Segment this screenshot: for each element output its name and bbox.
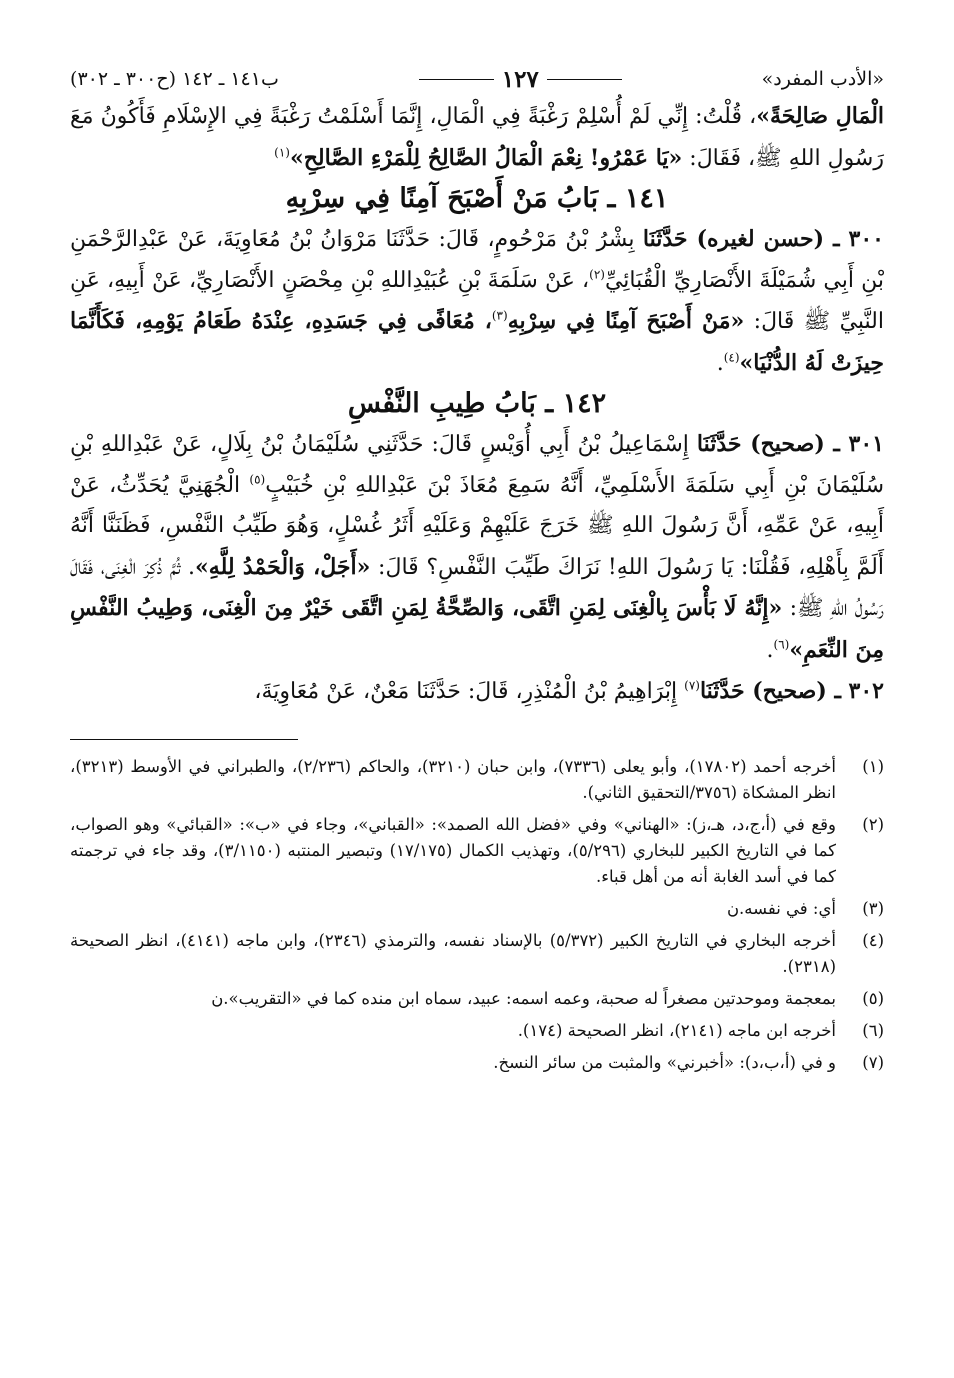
footnote-number: (١) — [862, 756, 884, 776]
section-reference: ب١٤١ ـ ١٤٢ (ح٣٠٠ ـ ٣٠٢) — [70, 68, 279, 90]
hadith-301-number: ٣٠١ ـ — [824, 431, 884, 457]
hadith-302-haddathana: حَدَّثَنَا — [699, 678, 753, 704]
footnote-ref-1[interactable]: (١) — [274, 145, 290, 160]
hadith-301 — [70, 424, 884, 671]
footnote-text: أخرجه البخاري في التاريخ الكبير (٥/٣٧٢) بالإسناد نفسه، والترمذي (٢٣٤٦)، وابن ماجه (٤١٤١)، انظر الصحيحة (٢٣١٨). — [70, 930, 836, 976]
footnote-text: أخرجه ابن ماجه (٢١٤١)، انظر الصحيحة (١٧٤). — [517, 1020, 836, 1040]
hadith-301-text: . ثُمَّ ذُكِرَ الْغِنَى، فَقَالَ رَسُولُ اللهِ ﷺ: — [70, 554, 884, 621]
footnote-number: (٢) — [862, 814, 884, 834]
footnote-7 — [70, 1050, 884, 1076]
hadith-300-grade: (حسن لغيره) — [696, 226, 825, 252]
intro-quote: «يَا عَمْرُو! نِعْمَ الْمَالُ الصَّالِحُ لِلْمَرْءِ الصَّالِحِ» — [289, 144, 683, 171]
footnote-4 — [70, 928, 884, 980]
hadith-300-isnad-2: ، عَنْ سَلَمَةَ بْنِ عُبَيْدِاللهِ بْنِ مِحْصَنٍ الأَنْصَارِيِّ، عَنْ أَبِيهِ، عَنِ النَّبِيِّ ﷺ قَالَ: — [70, 267, 884, 334]
footnote-text: أخرجه أحمد (١٧٨٠٢)، وأبو يعلى (٧٣٣٦)، وابن حبان (٣٢١٠)، والحاكم (٢/٢٣٦)، والطبراني في الأوسط (٣٢١٣)، انظر المشكاة (٣٧٥٦/التحقيق الثاني). — [70, 756, 836, 802]
intro-text: ، قُلْتُ: إِنِّي لَمْ أُسْلِمْ رَغْبَةً فِي الْمَالِ، إِنَّمَا أَسْلَمْتُ رَغْبَةً فِي الإِسْلَامِ فَأَكُونُ مَعَ رَسُولِ اللهِ ﷺ، فَقَالَ: — [70, 104, 884, 171]
hadith-301-isnad-1: إِسْمَاعِيلُ بْنُ أَبِي أُوَيْسٍ قَالَ: حَدَّثَنِي سُلَيْمَانُ بْنُ بِلَالٍ، عَنْ عَبْدِاللهِ بْنِ سُلَيْمَانَ بْنِ أَبِي سَلَمَةَ الأَسْلَمِيِّ، أَنَّهُ سَمِعَ مُعَاذَ بْنَ عَبْدِاللهِ بْنِ خُبَيْبٍ — [70, 432, 885, 498]
page-number-group — [411, 66, 630, 93]
hadith-300-haddathana: حَدَّثَنَا — [642, 226, 697, 252]
footnote-number: (٤) — [862, 930, 884, 950]
footnote-separator — [70, 739, 298, 740]
footnote-number: (٣) — [862, 898, 884, 918]
hadith-301-matn-1: «أَجَلْ، وَالْحَمْدُ لِلَّهِ» — [195, 553, 371, 580]
footnote-text: بمعجمة وموحدتين مصغراً له صحبة، وعمه اسمه: عبيد، سماه ابن منده كما في «التقريب».ن — [211, 988, 836, 1008]
hadith-300-matn-2: ، مُعَافًى فِي جَسَدِهِ، عِنْدَهُ طَعَامُ يَوْمِهِ، فَكَأَنَّمَا حِيزَتْ لَهُ الدُّنْيَا» — [70, 308, 884, 376]
footnote-number: (٦) — [862, 1020, 884, 1040]
footnote-number: (٧) — [862, 1052, 884, 1072]
footnote-text: و في (أ،ب،د): «أخبرني» والمثبت من سائر النسخ. — [493, 1052, 836, 1072]
footnote-ref-3[interactable]: (٣) — [491, 308, 508, 323]
hadith-301-matn-2: «إِنَّهُ لَا بَأْسَ بِالْغِنَى لِمَنِ اتَّقَى، وَالصِّحَّةُ لِمَنِ اتَّقَى خَيْرٌ مِنَ الْغِنَى، وَطِيبُ النَّفْسِ مِنَ النِّعَمِ» — [70, 595, 884, 663]
hadith-302-grade: (صحيح) — [752, 678, 827, 704]
page-number: ١٢٧ — [501, 65, 539, 93]
hadith-300-isnad-1: بِشْرُ بْنُ مَرْحُومٍ، قَالَ: حَدَّثَنَا مَرْوَانُ بْنُ مُعَاوِيَةَ، عَنْ عَبْدِالرَّحْمَنِ بْنِ أَبِي شُمَيْلَةَ الأَنْصَارِيِّ الْقُبَائِيِّ — [70, 227, 885, 293]
footnote-ref-2[interactable]: (٢) — [589, 267, 605, 282]
hadith-300 — [70, 219, 884, 384]
footnote-5 — [70, 986, 884, 1012]
intro-paragraph — [70, 96, 884, 179]
footnote-ref-6[interactable]: (٦) — [773, 637, 790, 652]
footnote-ref-5[interactable]: (٥) — [249, 472, 266, 487]
hadith-301-grade: (صحيح) — [750, 431, 825, 457]
header-rule-right — [547, 79, 622, 80]
footnote-text: وقع في (أ،ج،د، هـ،ز): «الهناني» وفي «فضل الله الصمد»: «القباني»، وجاء في «ب»: «القبائي» وهو الصواب، كما في التاريخ الكبير للبخاري (٥/٢٩٦)، وتهذيب الكمال (١٧/١٧٥) وتبصير المنتبه (٣/١١٥٠)، وقد جاء في ترجمته كما في أسد الغابة أنه من أهل قباء. — [70, 814, 836, 886]
intro-bold-start: الْمَالِ صَالِحَةً» — [756, 103, 885, 129]
footnote-ref-7[interactable]: (٧) — [684, 678, 700, 693]
footnote-3 — [70, 896, 884, 922]
footnotes — [70, 754, 884, 1076]
hadith-302-number: ٣٠٢ ـ — [826, 678, 884, 704]
chapter-142-title: ١٤٢ ـ بَابُ طِيبِ النَّفْسِ — [347, 388, 607, 419]
hadith-301-end: . — [766, 637, 774, 663]
running-header — [70, 62, 884, 96]
header-rule-left — [419, 79, 494, 80]
book-title: «الأدب المفرد» — [761, 68, 884, 90]
hadith-300-number: ٣٠٠ ـ — [824, 226, 884, 252]
footnote-2 — [70, 812, 884, 890]
hadith-302-isnad: إِبْرَاهِيمُ بْنُ الْمُنْذِرِ، قَالَ: حَدَّثَنَا مَعْنٌ، عَنْ مُعَاوِيَةَ، — [254, 679, 685, 704]
footnote-6 — [70, 1018, 884, 1044]
footnote-number: (٥) — [862, 988, 884, 1008]
footnote-1 — [70, 754, 884, 806]
hadith-300-matn-1: «مَنْ أَصْبَحَ آمِنًا فِي سِرْبِهِ — [507, 308, 745, 334]
hadith-301-haddathana: حَدَّثَنَا — [696, 431, 751, 457]
hadith-302 — [70, 671, 884, 713]
chapter-141-title: ١٤١ ـ بَابُ مَنْ أَصْبَحَ آمِنًا فِي سِرْبِهِ — [285, 183, 669, 214]
hadith-300-end: . — [716, 350, 724, 376]
hadith-301-isnad-2: الْجُهَنِيَّ يُحَدِّثُ، عَنْ أَبِيهِ، عَنْ عَمِّهِ، أَنَّ رَسُولَ اللهِ ﷺ خَرَجَ عَلَيْهِمْ وَعَلَيْهِ أَثَرُ غُسْلٍ، وَهُوَ طَيِّبُ النَّفْسِ، فَظَنَنَّا أَنَّهُ أَلَمَّ بِأَهْلِهِ، فَقُلْنَا: يَا رَسُولَ اللهِ! نَرَاكَ طَيِّبَ النَّفْسِ؟ قَالَ: — [70, 472, 884, 580]
footnote-ref-4[interactable]: (٤) — [723, 350, 740, 365]
footnote-text: أي: في نفسه.ن — [726, 898, 836, 918]
